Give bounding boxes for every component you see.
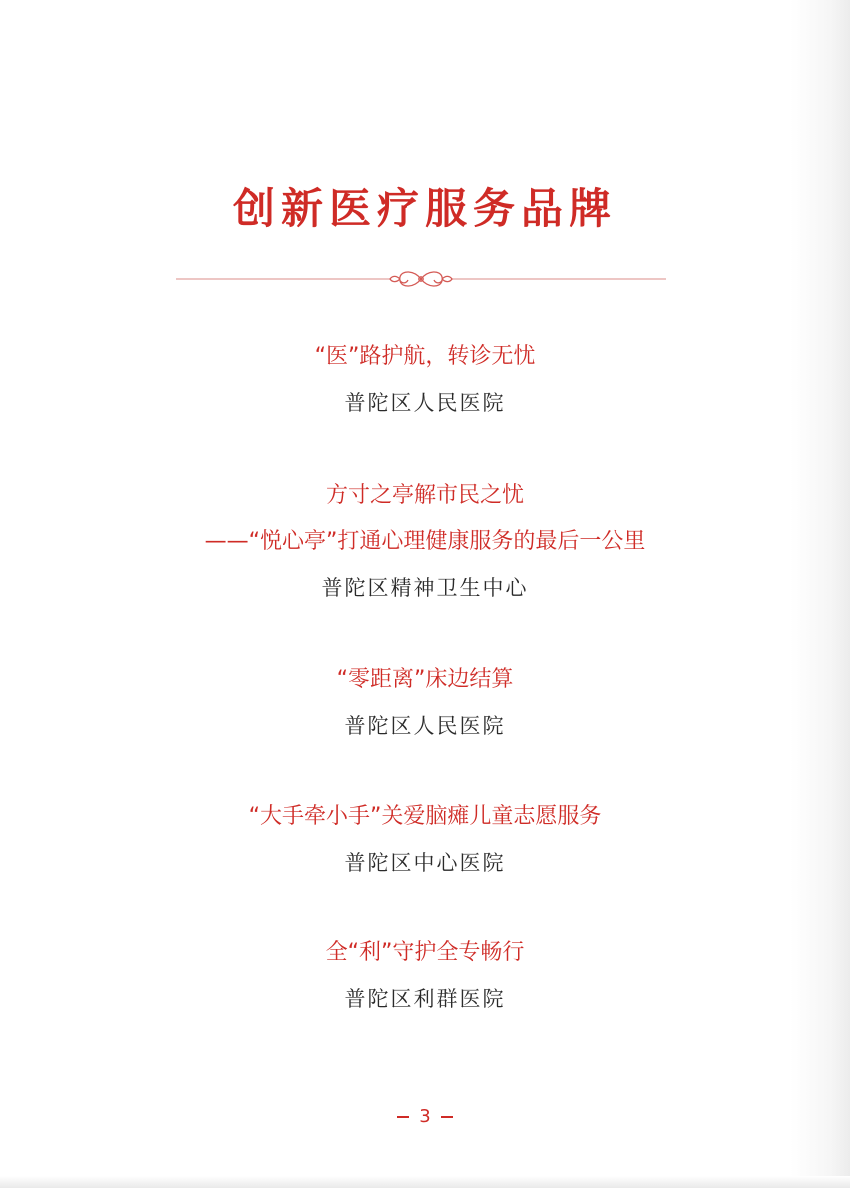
brand-entry-4	[0, 794, 850, 886]
page-number	[0, 1106, 850, 1127]
page-title: 创新医疗服务品牌	[232, 184, 617, 233]
brand-entry-1	[0, 334, 850, 426]
brand-subtitle: ——“悦心亭”打通心理健康服务的最后一公里	[204, 529, 646, 554]
page-number-value: 3	[419, 1106, 431, 1127]
brand-title: “大手牵小手”关爱脑瘫儿童志愿服务	[248, 804, 602, 829]
brand-organization: 普陀区人民医院	[344, 714, 506, 738]
brand-organization: 普陀区人民医院	[344, 391, 506, 415]
dash-right-icon	[441, 1116, 453, 1118]
dash-left-icon	[397, 1116, 409, 1118]
brand-entry-2	[0, 473, 850, 611]
title-divider-ornament	[176, 266, 666, 292]
brand-entry-3	[0, 657, 850, 749]
brand-title: “医”路护航，转诊无忧	[314, 344, 536, 369]
brand-title: 全“利”守护全专畅行	[325, 940, 525, 965]
brand-title: 方寸之亭解市民之忧	[325, 483, 524, 508]
brand-organization: 普陀区利群医院	[344, 987, 506, 1011]
page-edge-shadow	[0, 1176, 850, 1188]
brand-entry-5	[0, 930, 850, 1022]
brand-title: “零距离”床边结算	[336, 667, 514, 692]
brand-organization: 普陀区中心医院	[344, 851, 506, 875]
brand-organization: 普陀区精神卫生中心	[321, 576, 529, 600]
